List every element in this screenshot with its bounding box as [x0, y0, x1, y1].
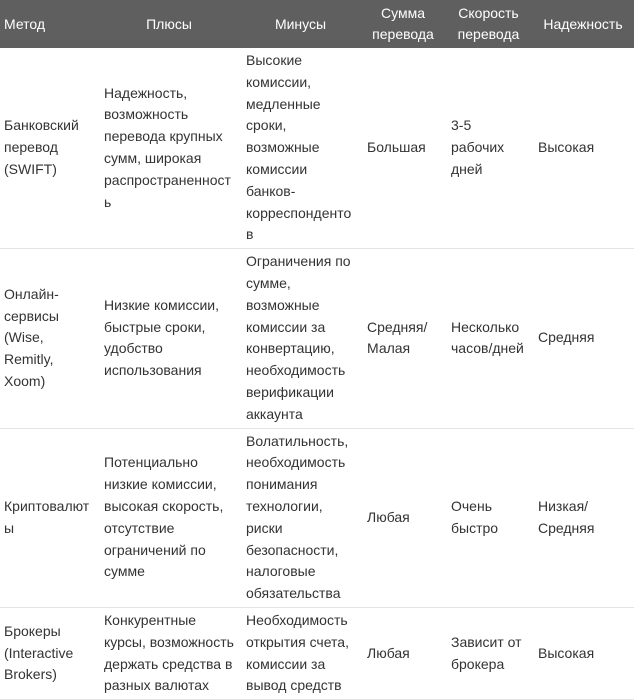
- header-method: Метод: [0, 0, 98, 48]
- cell-speed: 3-5 рабочих дней: [445, 48, 532, 249]
- cell-pros: Надежность, возможность перевода крупных сумм, широкая распространенность: [98, 48, 240, 249]
- cell-reliability: Высокая: [532, 607, 634, 699]
- header-amount: Сумма перевода: [361, 0, 445, 48]
- cell-pros: Конкурентные курсы, возможность держать средства в разных валютах: [98, 607, 240, 699]
- header-speed: Скорость перевода: [445, 0, 532, 48]
- header-cons: Минусы: [240, 0, 361, 48]
- cell-method: Брокеры (Interactive Brokers): [0, 607, 98, 699]
- table-body: [0, 48, 634, 700]
- cell-cons: Ограничения по сумме, возможные комиссии за конвертацию, необходимость верификации аккаунта: [240, 249, 361, 428]
- header-row: [0, 0, 634, 48]
- cell-reliability: Низкая/ Средняя: [532, 428, 634, 607]
- cell-amount: Любая: [361, 428, 445, 607]
- table-row: [0, 428, 634, 607]
- cell-amount: Средняя/ Малая: [361, 249, 445, 428]
- cell-speed: Очень быстро: [445, 428, 532, 607]
- cell-cons: Высокие комиссии, медленные сроки, возможные комиссии банков-корреспондентов: [240, 48, 361, 249]
- cell-amount: Любая: [361, 607, 445, 699]
- table-row: [0, 48, 634, 249]
- cell-method: Криптовалюты: [0, 428, 98, 607]
- table-row: [0, 249, 634, 428]
- cell-method: Банковский перевод (SWIFT): [0, 48, 98, 249]
- header-pros: Плюсы: [98, 0, 240, 48]
- cell-speed: Несколько часов/дней: [445, 249, 532, 428]
- cell-reliability: Средняя: [532, 249, 634, 428]
- cell-cons: Волатильность, необходимость понимания технологии, риски безопасности, налоговые обязательства: [240, 428, 361, 607]
- table-row: [0, 607, 634, 699]
- cell-amount: Большая: [361, 48, 445, 249]
- cell-reliability: Высокая: [532, 48, 634, 249]
- cell-pros: Потенциально низкие комиссии, высокая скорость, отсутствие ограничений по сумме: [98, 428, 240, 607]
- cell-method: Онлайн-сервисы (Wise, Remitly, Xoom): [0, 249, 98, 428]
- cell-cons: Необходимость открытия счета, комиссии за вывод средств: [240, 607, 361, 699]
- cell-pros: Низкие комиссии, быстрые сроки, удобство использования: [98, 249, 240, 428]
- header-reliability: Надежность: [532, 0, 634, 48]
- cell-speed: Зависит от брокера: [445, 607, 532, 699]
- table-header: [0, 0, 634, 48]
